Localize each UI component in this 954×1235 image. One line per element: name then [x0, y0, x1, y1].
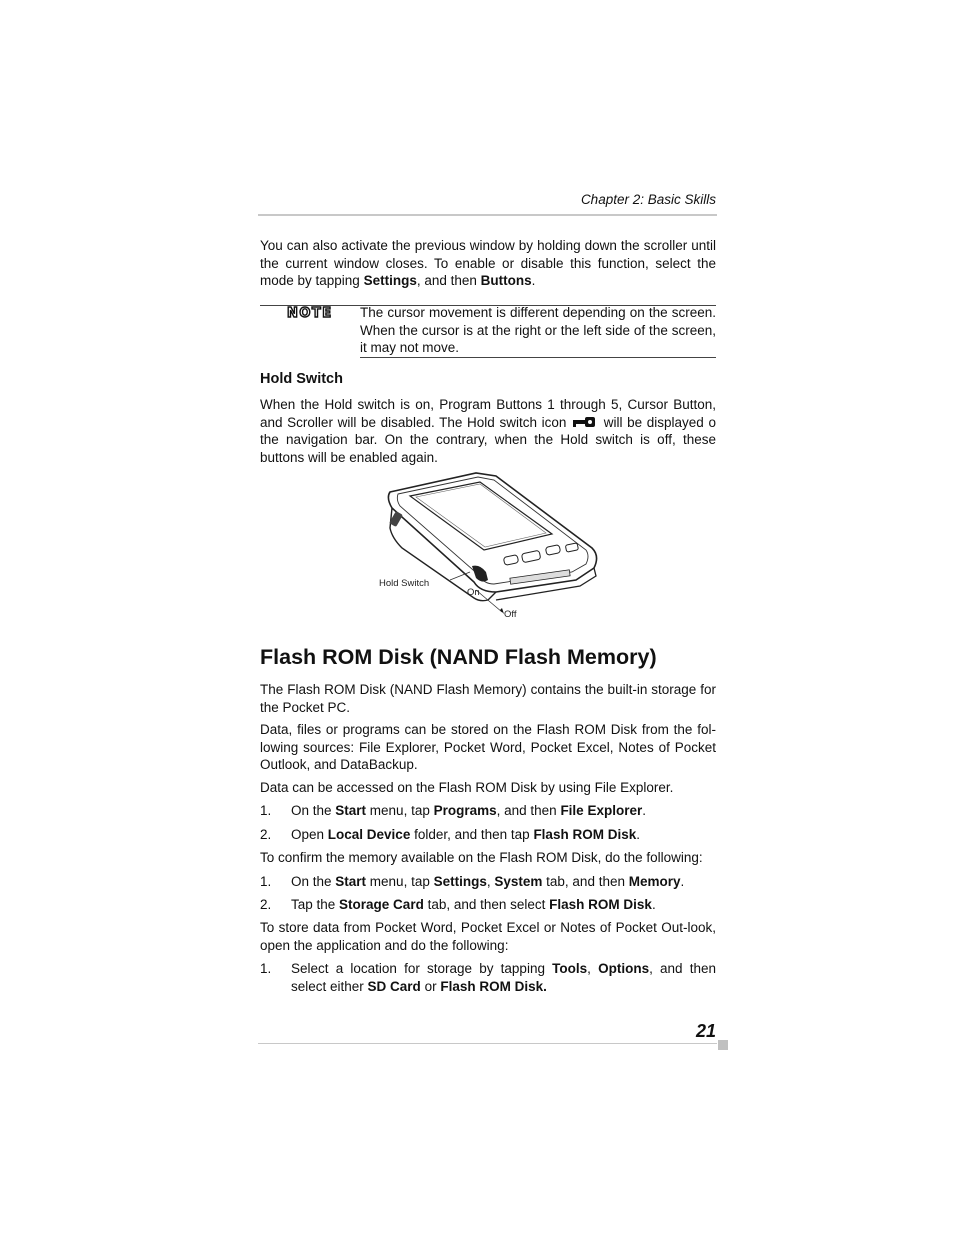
note-label: NOTE: [287, 306, 333, 321]
step-number: 1.: [260, 874, 272, 889]
lock-key-icon: [573, 416, 597, 428]
step-number: 1.: [260, 803, 272, 818]
step-text: Select a location for storage by tapping Tools, Options, and then select either SD Card or Flash ROM Disk.: [291, 961, 716, 994]
intro-text-2: , and then: [416, 273, 481, 288]
section-paragraph-3: Data can be accessed on the Flash ROM Disk by using File Explorer.: [260, 780, 674, 795]
step-text: Open Local Device folder, and then tap Flash ROM Disk.: [291, 827, 640, 842]
intro-text-3: .: [531, 273, 536, 288]
pocket-pc-figure: [376, 468, 612, 624]
hold-switch-label: Hold Switch: [379, 578, 430, 589]
hold-text-2: will be displayed o the navigation bar. On the contrary, when the Hold switch is off, these buttons will be enabled again.: [260, 414, 716, 465]
intro-text-1: You can also activate the previous window by holding down the scroller until the current window closes. To enable or disable this function, select the mode by tapping: [260, 238, 716, 288]
section-paragraph-5: To store data from Pocket Word, Pocket Excel or Notes of Pocket Out-look, open the application and do the following:: [260, 920, 716, 953]
section-title: Flash ROM Disk (NAND Flash Memory): [260, 645, 657, 669]
footer-divider: [258, 1043, 717, 1044]
on-label: On: [467, 587, 480, 598]
intro-paragraph: [260, 237, 716, 290]
chapter-header: Chapter 2: Basic Skills: [580, 192, 716, 207]
step-number: 2.: [260, 897, 272, 912]
step-text: On the Start menu, tap Settings, System tab, and then Memory.: [291, 874, 685, 889]
step-number: 2.: [260, 827, 272, 842]
hold-text-1: When the Hold switch is on, Program Buttons 1 through 5, Cursor Button, and Scroller will be disabled. The Hold switch icon: [260, 397, 716, 430]
note-bottom-rule: [360, 357, 716, 358]
hold-switch-paragraph: [260, 396, 716, 466]
hold-switch-heading: Hold Switch: [260, 371, 343, 387]
intro-settings: Settings: [363, 273, 417, 288]
footer-square-mark: [718, 1040, 728, 1050]
section-paragraph-1: The Flash ROM Disk (NAND Flash Memory) contains the built-in storage for the Pocket PC.: [260, 682, 716, 715]
step-text: Tap the Storage Card tab, and then select Flash ROM Disk.: [291, 897, 656, 912]
section-paragraph-4: To confirm the memory available on the Flash ROM Disk, do the following:: [260, 850, 703, 865]
off-label: Off: [504, 609, 517, 620]
intro-buttons: Buttons: [480, 273, 532, 288]
step-number: 1.: [260, 961, 272, 976]
section-paragraph-2: Data, files or programs can be stored on the Flash ROM Disk from the fol-lowing sources: File Explorer, Pocket Word, Pocket Excel, Notes of Pocket Outlook, and DataBackup.: [260, 722, 716, 772]
step-text: On the Start menu, tap Programs, and then File Explorer.: [291, 803, 646, 818]
page-number: 21: [695, 1021, 716, 1041]
pocket-pc-drawing: [376, 468, 612, 624]
note-text: The cursor movement is different depending on the screen. When the cursor is at the right or the left side of the screen, it may not move.: [360, 305, 716, 355]
header-divider: [258, 214, 717, 216]
